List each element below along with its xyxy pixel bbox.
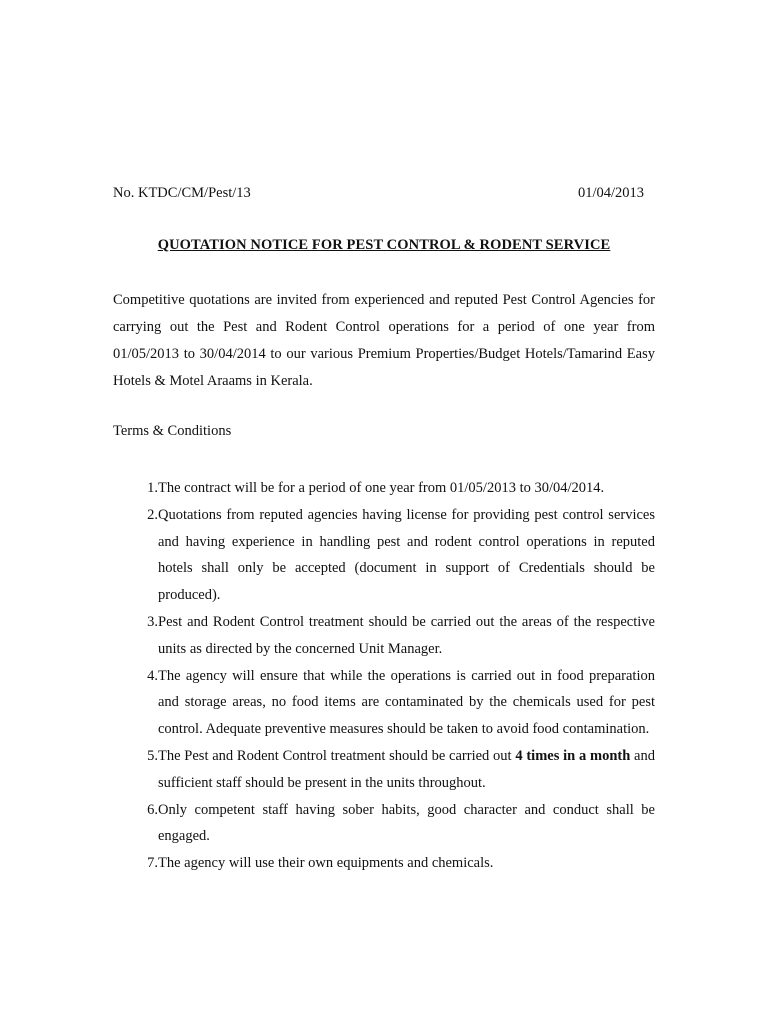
notice-date: 01/04/2013 [577,185,644,201]
term-number: 1. [147,480,158,496]
term-item [113,850,655,877]
term-text-after: and sufficient staff should be present in the units throughout. [158,747,655,791]
term-number: 5. [147,747,158,764]
terms-list [113,475,655,877]
term-text-before: The Pest and Rodent Control treatment should be carried out [158,747,516,764]
reference-number: No. KTDC/CM/Pest/13 [113,185,251,201]
reference-row [113,183,644,203]
term-number: 4. [147,667,158,684]
intro-paragraph: Competitive quotations are invited from experienced and reputed Pest Control Agencies for carrying out the Pest and Rodent Control operations for a period of one year from 01/05/2013 to 30/04/2014 to our various Premium Properties/Budget Hotels/Tamarind Easy Hotels & Motel Araams in Kerala. [113,292,655,389]
term-item [113,663,655,743]
term-text: Pest and Rodent Control treatment should be carried out the areas of the respective units as directed by the concerned Unit Manager. [158,613,655,657]
term-number: 3. [147,613,158,630]
term-item [113,502,655,609]
term-text: The agency will ensure that while the operations is carried out in food preparation and storage areas, no food items are contaminated by the chemicals used for pest control. Adequate preventive measures should be taken to avoid food contamination. [158,667,655,738]
term-item [113,475,655,502]
term-number: 6. [147,801,158,818]
term-number: 2. [147,506,158,523]
term-text: The agency will use their own equipments and chemicals. [158,855,494,872]
term-item [113,609,655,663]
terms-heading: Terms & Conditions [113,423,232,439]
term-item [113,743,655,797]
document-title: QUOTATION NOTICE FOR PEST CONTROL & RODENT SERVICE [157,237,611,253]
term-number: 7. [147,855,158,872]
term-text: The contract will be for a period of one year from 01/05/2013 to 30/04/2014. [158,480,605,496]
term-text [158,743,655,797]
term-item [113,797,655,851]
term-frequency-emphasis: 4 times in a month [515,747,631,764]
term-text: Only competent staff having sober habits, good character and conduct shall be engaged. [158,801,655,845]
term-text: Quotations from reputed agencies having license for providing pest control services and having experience in handling pest and rodent control operations in reputed hotels shall only be accepted (document in support of Credentials should be produced). [158,506,655,604]
